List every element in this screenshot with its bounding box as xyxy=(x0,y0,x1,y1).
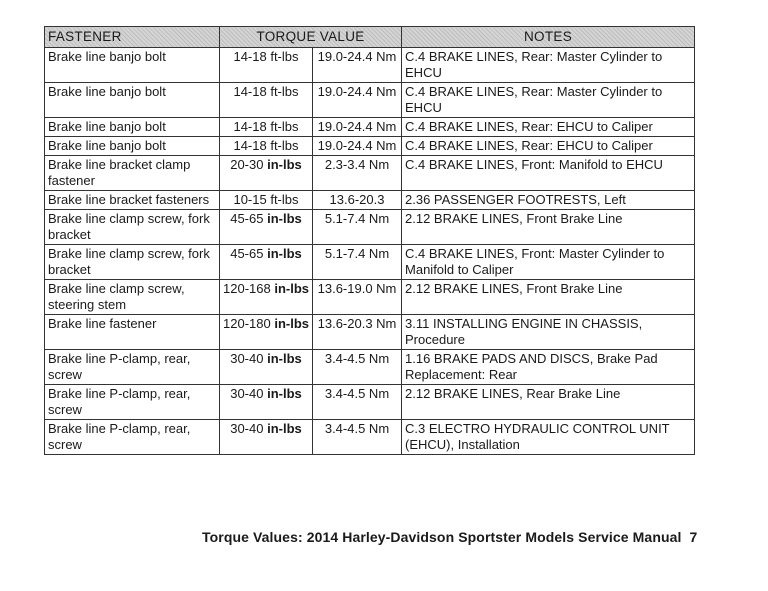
fastener-cell: Brake line banjo bolt xyxy=(45,48,220,83)
notes-cell: 2.12 BRAKE LINES, Front Brake Line xyxy=(402,280,695,315)
torque-imperial-value: 10-15 ft-lbs xyxy=(233,192,299,207)
torque-imperial-cell xyxy=(220,420,313,455)
table-header-row xyxy=(45,27,695,48)
header-torque-value: TORQUE VALUE xyxy=(220,27,402,48)
torque-imperial-value: 120-168 xyxy=(223,281,271,296)
torque-metric-cell: 19.0-24.4 Nm xyxy=(313,118,402,137)
torque-imperial-value: 14-18 ft-lbs xyxy=(233,49,299,64)
torque-metric-cell: 3.4-4.5 Nm xyxy=(313,350,402,385)
notes-cell: C.3 ELECTRO HYDRAULIC CONTROL UNIT (EHCU), Installation xyxy=(402,420,695,455)
torque-unit-bold: in-lbs xyxy=(267,351,302,366)
torque-imperial-cell xyxy=(220,280,313,315)
fastener-cell: Brake line banjo bolt xyxy=(45,137,220,156)
table-row xyxy=(45,191,695,210)
fastener-cell: Brake line bracket fasteners xyxy=(45,191,220,210)
fastener-cell: Brake line clamp screw, fork bracket xyxy=(45,245,220,280)
torque-unit-bold: in-lbs xyxy=(267,246,302,261)
torque-unit-bold: in-lbs xyxy=(267,211,302,226)
fastener-cell: Brake line banjo bolt xyxy=(45,118,220,137)
torque-imperial-value: 30-40 xyxy=(230,421,264,436)
torque-metric-cell: 13.6-19.0 Nm xyxy=(313,280,402,315)
torque-imperial-cell xyxy=(220,210,313,245)
notes-cell: C.4 BRAKE LINES, Front: Master Cylinder to Manifold to Caliper xyxy=(402,245,695,280)
torque-imperial-cell xyxy=(220,48,313,83)
table-row xyxy=(45,280,695,315)
torque-unit-bold: in-lbs xyxy=(274,316,310,331)
torque-imperial-cell xyxy=(220,137,313,156)
table-body xyxy=(45,48,695,455)
fastener-cell: Brake line fastener xyxy=(45,315,220,350)
torque-imperial-cell xyxy=(220,118,313,137)
notes-cell: 2.12 BRAKE LINES, Front Brake Line xyxy=(402,210,695,245)
notes-cell: C.4 BRAKE LINES, Rear: Master Cylinder to EHCU xyxy=(402,48,695,83)
footer-title: Torque Values: 2014 Harley-Davidson Sportster Models Service Manual xyxy=(202,529,682,545)
torque-unit-bold: in-lbs xyxy=(267,386,302,401)
notes-cell: C.4 BRAKE LINES, Front: Manifold to EHCU xyxy=(402,156,695,191)
torque-metric-cell: 19.0-24.4 Nm xyxy=(313,48,402,83)
torque-unit-bold: in-lbs xyxy=(267,157,302,172)
torque-imperial-cell xyxy=(220,191,313,210)
torque-imperial-value: 45-65 xyxy=(230,211,264,226)
torque-imperial-value: 20-30 xyxy=(230,157,264,172)
notes-cell: C.4 BRAKE LINES, Rear: Master Cylinder to EHCU xyxy=(402,83,695,118)
torque-imperial-cell xyxy=(220,156,313,191)
torque-metric-cell: 13.6-20.3 xyxy=(313,191,402,210)
torque-imperial-value: 14-18 ft-lbs xyxy=(233,84,299,99)
table-row xyxy=(45,385,695,420)
torque-unit-bold: in-lbs xyxy=(267,421,302,436)
torque-imperial-value: 14-18 ft-lbs xyxy=(233,119,299,134)
fastener-cell: Brake line P-clamp, rear, screw xyxy=(45,420,220,455)
page-footer xyxy=(202,529,697,545)
torque-imperial-value: 30-40 xyxy=(230,351,264,366)
table-row xyxy=(45,210,695,245)
table-row xyxy=(45,118,695,137)
torque-table xyxy=(44,26,695,455)
torque-metric-cell: 19.0-24.4 Nm xyxy=(313,137,402,156)
fastener-cell: Brake line bracket clamp fastener xyxy=(45,156,220,191)
page-number: 7 xyxy=(689,529,698,545)
table-row xyxy=(45,350,695,385)
notes-cell: 3.11 INSTALLING ENGINE IN CHASSIS, Procedure xyxy=(402,315,695,350)
torque-imperial-value: 30-40 xyxy=(230,386,264,401)
table-row xyxy=(45,83,695,118)
torque-imperial-cell xyxy=(220,245,313,280)
fastener-cell: Brake line P-clamp, rear, screw xyxy=(45,350,220,385)
notes-cell: C.4 BRAKE LINES, Rear: EHCU to Caliper xyxy=(402,118,695,137)
torque-imperial-value: 14-18 ft-lbs xyxy=(233,138,299,153)
torque-metric-cell: 3.4-4.5 Nm xyxy=(313,420,402,455)
table-row xyxy=(45,137,695,156)
torque-imperial-value: 45-65 xyxy=(230,246,264,261)
table-row xyxy=(45,48,695,83)
table-row xyxy=(45,315,695,350)
notes-cell: 2.36 PASSENGER FOOTRESTS, Left xyxy=(402,191,695,210)
torque-metric-cell: 3.4-4.5 Nm xyxy=(313,385,402,420)
torque-metric-cell: 19.0-24.4 Nm xyxy=(313,83,402,118)
torque-metric-cell: 5.1-7.4 Nm xyxy=(313,210,402,245)
fastener-cell: Brake line clamp screw, fork bracket xyxy=(45,210,220,245)
torque-imperial-cell xyxy=(220,385,313,420)
torque-imperial-cell xyxy=(220,83,313,118)
table-row xyxy=(45,420,695,455)
torque-metric-cell: 5.1-7.4 Nm xyxy=(313,245,402,280)
fastener-cell: Brake line banjo bolt xyxy=(45,83,220,118)
torque-imperial-cell xyxy=(220,315,313,350)
fastener-cell: Brake line P-clamp, rear, screw xyxy=(45,385,220,420)
torque-metric-cell: 2.3-3.4 Nm xyxy=(313,156,402,191)
torque-imperial-value: 120-180 xyxy=(223,316,271,331)
table-row xyxy=(45,245,695,280)
notes-cell: 2.12 BRAKE LINES, Rear Brake Line xyxy=(402,385,695,420)
fastener-cell: Brake line clamp screw, steering stem xyxy=(45,280,220,315)
header-notes: NOTES xyxy=(402,27,695,48)
torque-imperial-cell xyxy=(220,350,313,385)
header-fastener: FASTENER xyxy=(45,27,220,48)
torque-metric-cell: 13.6-20.3 Nm xyxy=(313,315,402,350)
notes-cell: C.4 BRAKE LINES, Rear: EHCU to Caliper xyxy=(402,137,695,156)
torque-unit-bold: in-lbs xyxy=(274,281,310,296)
notes-cell: 1.16 BRAKE PADS AND DISCS, Brake Pad Replacement: Rear xyxy=(402,350,695,385)
table-row xyxy=(45,156,695,191)
